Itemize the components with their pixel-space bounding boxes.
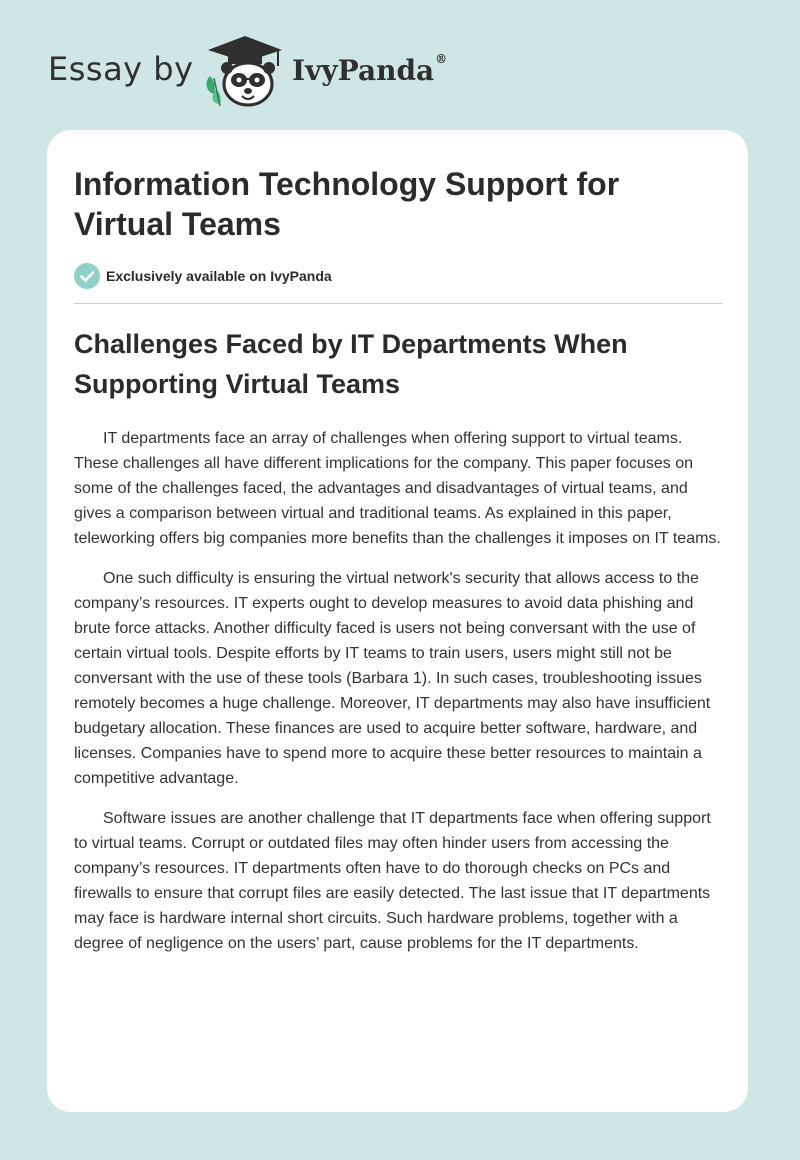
paragraph-3: Software issues are another challenge that IT departments face when offering support to virtual teams. Corrupt or outdated files may often hinder users from accessing the company’s resources. IT departments often have to do thorough checks on PCs and firewalls to ensure that corrupt files are easily detected. The last issue that IT departments may face is hardware internal short circuits. Such hardware problems, together with a degree of negligence on the users’ part, cause problems for the IT departments. xyxy=(74,810,711,952)
site-header xyxy=(48,30,488,110)
registered-mark: ® xyxy=(435,52,448,66)
brand-logo-text[interactable] xyxy=(292,54,447,87)
divider xyxy=(74,303,722,304)
page-title: Information Technology Support for Virtual Teams xyxy=(74,166,620,242)
section-heading: Challenges Faced by IT Departments When Supporting Virtual Teams xyxy=(74,329,628,399)
paragraph-1: IT departments face an array of challenges when offering support to virtual teams. These challenges all have different implications for the company. This paper focuses on some of the challenges faced, the advantages and disadvantages of virtual teams, and gives a comparison between virtual and traditional teams. As explained in this paper, teleworking offers big companies more benefits than the challenges it imposes on IT teams. xyxy=(74,430,721,547)
panda-graduate-logo-icon[interactable] xyxy=(202,32,288,108)
badge-text: Exclusively available on IvyPanda xyxy=(106,268,332,284)
essay-card xyxy=(47,130,748,1112)
essay-body xyxy=(74,426,726,971)
essay-by-label: Essay by xyxy=(48,50,194,88)
brand-name: IvyPanda xyxy=(292,54,435,87)
paragraph-2: One such difficulty is ensuring the virtual network's security that allows access to the company’s resources. IT experts ought to develop measures to avoid data phishing and brute force attacks. Another difficulty faced is users not being conversant with the use of certain virtual tools. Despite efforts by IT teams to train users, users might still not be conversant with the use of these tools (Barbara 1). In such cases, troubleshooting issues remotely becomes a huge challenge. Moreover, IT departments may also have insufficient budgetary allocation. These finances are used to acquire better software, hardware, and licenses. Companies have to spend more to acquire these better resources to maintain a competitive advantage. xyxy=(74,570,711,787)
check-circle-icon xyxy=(74,263,100,289)
exclusive-badge xyxy=(74,263,332,289)
